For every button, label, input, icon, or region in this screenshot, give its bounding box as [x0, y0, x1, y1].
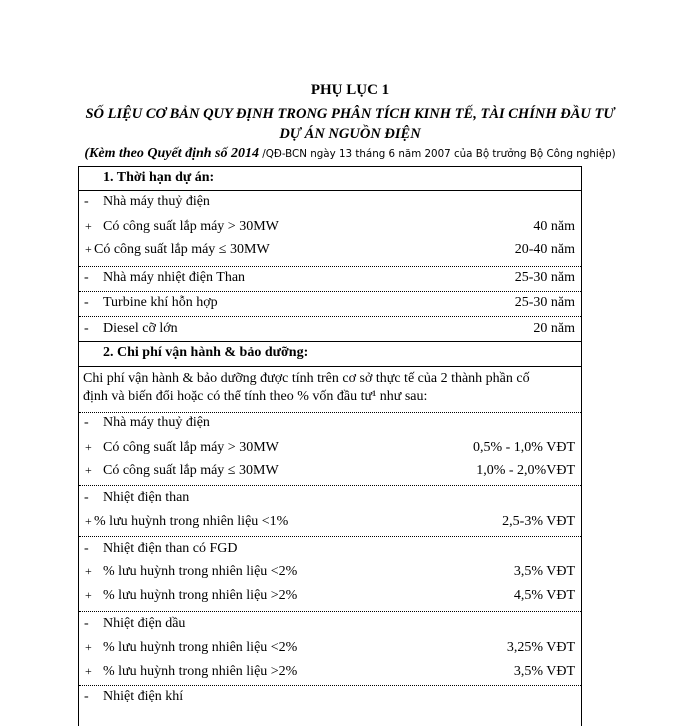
row-label: Nhiệt điện than [103, 490, 190, 505]
row-value: 40 năm [533, 219, 575, 234]
row-marker: + [85, 664, 92, 678]
row-label: Nhiệt điện than có FGD [103, 541, 238, 556]
row-marker: + [85, 564, 92, 578]
document-title-line1: SỐ LIỆU CƠ BẢN QUY ĐỊNH TRONG PHÂN TÍCH KINH TẾ, TÀI CHÍNH ĐẦU TƯ [85, 106, 615, 122]
intro-line: Chi phí vận hành & bảo dưỡng được tính trên cơ sở thực tế của 2 thành phần cố [83, 371, 530, 386]
section2-heading: 2. Chi phí vận hành & bảo dưỡng: [103, 345, 309, 360]
row-label: Có công suất lắp máy > 30MW [103, 219, 279, 234]
row-marker: + [85, 242, 92, 256]
row-marker: - [84, 321, 89, 336]
row-marker: - [84, 270, 89, 285]
row-marker: + [85, 463, 92, 477]
divider [79, 611, 581, 612]
row-marker: - [84, 541, 89, 556]
divider [79, 536, 581, 537]
divider [79, 341, 581, 342]
row-marker: + [85, 219, 92, 233]
row-label: % lưu huỳnh trong nhiên liệu >2% [103, 588, 298, 603]
intro-line: định và biến đổi hoặc có thể tính theo % vốn đầu tư¹ như sau: [83, 389, 428, 404]
row-marker: - [84, 295, 89, 310]
row-value: 4,5% VĐT [513, 588, 575, 603]
divider [79, 266, 581, 267]
row-value: 3,5% VĐT [513, 564, 575, 579]
row-marker: + [85, 588, 92, 602]
row-label: Nhiệt điện khí [103, 689, 184, 704]
divider [79, 412, 581, 413]
row-label: Nhiệt điện dầu [103, 616, 186, 631]
divider [79, 485, 581, 486]
divider [79, 366, 581, 367]
row-label: % lưu huỳnh trong nhiên liệu <2% [103, 564, 298, 579]
appendix-title: PHỤ LỤC 1 [310, 82, 390, 98]
row-marker: - [84, 415, 89, 430]
row-marker: + [85, 440, 92, 454]
row-value: 25-30 năm [514, 270, 575, 285]
row-value: 0,5% - 1,0% VĐT [472, 440, 575, 455]
row-label: Nhà máy thuỷ điện [103, 194, 210, 209]
row-label: % lưu huỳnh trong nhiên liệu <1% [94, 514, 289, 529]
row-value: 2,5-3% VĐT [502, 514, 575, 529]
decision-details: /QĐ-BCN ngày 13 tháng 6 năm 2007 của Bộ trưởng Bộ Công nghiệp) [259, 148, 616, 160]
decision-reference [0, 145, 700, 162]
row-label: Có công suất lắp máy ≤ 30MW [103, 463, 279, 478]
row-marker: + [85, 640, 92, 654]
row-label: Có công suất lắp máy ≤ 30MW [94, 242, 270, 257]
section1-heading: 1. Thời hạn dự án: [103, 170, 215, 185]
row-label: Nhà máy nhiệt điện Than [103, 270, 246, 285]
row-value: 20 năm [533, 321, 575, 336]
row-label: Diesel cỡ lớn [103, 321, 178, 336]
divider [79, 685, 581, 686]
row-value: 25-30 năm [514, 295, 575, 310]
row-label: Có công suất lắp máy > 30MW [103, 440, 279, 455]
row-label: % lưu huỳnh trong nhiên liệu <2% [103, 640, 298, 655]
decision-number: (Kèm theo Quyết định số 2014 [84, 146, 259, 161]
row-label: Nhà máy thuỷ điện [103, 415, 210, 430]
row-value: 3,5% VĐT [513, 664, 575, 679]
row-marker: - [84, 490, 89, 505]
section2-intro [83, 370, 577, 406]
row-value: 20-40 năm [514, 242, 575, 257]
row-marker: - [84, 689, 89, 704]
document-title-line2: DỰ ÁN NGUỒN ĐIỆN [279, 126, 421, 142]
row-marker: - [84, 616, 89, 631]
divider [79, 316, 581, 317]
row-marker: - [84, 194, 89, 209]
data-table [78, 166, 582, 726]
row-value: 1,0% - 2,0%VĐT [476, 463, 575, 478]
row-label: Turbine khí hỗn hợp [103, 295, 218, 310]
row-label: % lưu huỳnh trong nhiên liệu >2% [103, 664, 298, 679]
divider [79, 190, 581, 191]
row-value: 3,25% VĐT [506, 640, 575, 655]
row-marker: + [85, 514, 92, 528]
divider [79, 291, 581, 292]
